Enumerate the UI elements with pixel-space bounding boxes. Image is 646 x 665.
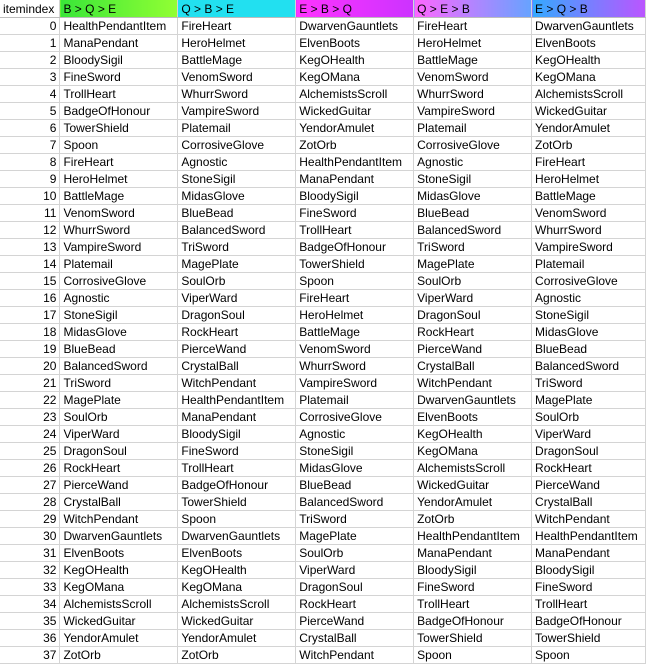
cell-itemindex[interactable]: 33 — [0, 579, 60, 596]
cell-q-b-e[interactable]: RockHeart — [178, 324, 296, 341]
cell-e-b-q[interactable]: ManaPendant — [296, 171, 414, 188]
cell-q-b-e[interactable]: DwarvenGauntlets — [178, 528, 296, 545]
cell-itemindex[interactable]: 27 — [0, 477, 60, 494]
cell-e-q-b[interactable]: HeroHelmet — [532, 171, 646, 188]
cell-e-b-q[interactable]: BalancedSword — [296, 494, 414, 511]
cell-q-e-b[interactable]: RockHeart — [414, 324, 532, 341]
cell-b-q-e[interactable]: Agnostic — [60, 290, 178, 307]
cell-q-b-e[interactable]: CorrosiveGlove — [178, 137, 296, 154]
cell-q-b-e[interactable]: FineSword — [178, 443, 296, 460]
cell-e-b-q[interactable]: AlchemistsScroll — [296, 86, 414, 103]
table-row — [0, 613, 646, 630]
cell-e-b-q[interactable]: FireHeart — [296, 290, 414, 307]
cell-e-q-b[interactable]: BalancedSword — [532, 358, 646, 375]
cell-q-b-e[interactable]: WhurrSword — [178, 86, 296, 103]
cell-q-b-e[interactable]: TrollHeart — [178, 460, 296, 477]
cell-q-b-e[interactable]: KegOHealth — [178, 562, 296, 579]
table-row — [0, 596, 646, 613]
cell-itemindex[interactable]: 22 — [0, 392, 60, 409]
cell-e-b-q[interactable]: ZotOrb — [296, 137, 414, 154]
cell-q-e-b[interactable]: AlchemistsScroll — [414, 460, 532, 477]
table-row — [0, 358, 646, 375]
cell-q-b-e[interactable]: ManaPendant — [178, 409, 296, 426]
cell-b-q-e[interactable]: ManaPendant — [60, 35, 178, 52]
cell-e-q-b[interactable]: VampireSword — [532, 239, 646, 256]
cell-q-b-e[interactable]: BalancedSword — [178, 222, 296, 239]
cell-q-e-b[interactable]: BadgeOfHonour — [414, 613, 532, 630]
cell-q-e-b[interactable]: HeroHelmet — [414, 35, 532, 52]
cell-e-q-b[interactable]: TrollHeart — [532, 596, 646, 613]
cell-b-q-e[interactable]: KegOMana — [60, 579, 178, 596]
cell-e-q-b[interactable]: YendorAmulet — [532, 120, 646, 137]
cell-e-b-q[interactable]: YendorAmulet — [296, 120, 414, 137]
cell-e-q-b[interactable]: BloodySigil — [532, 562, 646, 579]
table-row — [0, 239, 646, 256]
cell-e-q-b[interactable]: SoulOrb — [532, 409, 646, 426]
table-row — [0, 35, 646, 52]
table-row — [0, 443, 646, 460]
cell-q-b-e[interactable]: ViperWard — [178, 290, 296, 307]
cell-itemindex[interactable]: 1 — [0, 35, 60, 52]
table-row — [0, 171, 646, 188]
cell-q-e-b[interactable]: VenomSword — [414, 69, 532, 86]
cell-q-b-e[interactable]: ElvenBoots — [178, 545, 296, 562]
cell-q-e-b[interactable]: CrystalBall — [414, 358, 532, 375]
cell-b-q-e[interactable]: BloodySigil — [60, 52, 178, 69]
cell-b-q-e[interactable]: VenomSword — [60, 205, 178, 222]
cell-itemindex[interactable]: 21 — [0, 375, 60, 392]
cell-e-q-b[interactable]: VenomSword — [532, 205, 646, 222]
cell-b-q-e[interactable]: WickedGuitar — [60, 613, 178, 630]
cell-e-b-q[interactable]: TowerShield — [296, 256, 414, 273]
cell-e-b-q[interactable]: Platemail — [296, 392, 414, 409]
cell-q-b-e[interactable]: CrystalBall — [178, 358, 296, 375]
table-row — [0, 324, 646, 341]
cell-q-e-b[interactable]: WhurrSword — [414, 86, 532, 103]
header-cell-q-b-e[interactable]: Q > B > E — [178, 0, 296, 18]
cell-e-b-q[interactable]: VampireSword — [296, 375, 414, 392]
header-cell-itemindex[interactable]: itemindex — [0, 0, 60, 18]
cell-q-e-b[interactable]: Agnostic — [414, 154, 532, 171]
cell-e-q-b[interactable]: FineSword — [532, 579, 646, 596]
cell-itemindex[interactable]: 35 — [0, 613, 60, 630]
table-row — [0, 545, 646, 562]
cell-q-e-b[interactable]: YendorAmulet — [414, 494, 532, 511]
cell-b-q-e[interactable]: YendorAmulet — [60, 630, 178, 647]
cell-e-b-q[interactable]: BloodySigil — [296, 188, 414, 205]
cell-itemindex[interactable]: 16 — [0, 290, 60, 307]
cell-q-b-e[interactable]: TriSword — [178, 239, 296, 256]
cell-itemindex[interactable]: 17 — [0, 307, 60, 324]
cell-b-q-e[interactable]: HeroHelmet — [60, 171, 178, 188]
cell-itemindex[interactable]: 18 — [0, 324, 60, 341]
cell-b-q-e[interactable]: KegOHealth — [60, 562, 178, 579]
cell-b-q-e[interactable]: RockHeart — [60, 460, 178, 477]
cell-q-b-e[interactable]: AlchemistsScroll — [178, 596, 296, 613]
cell-q-e-b[interactable]: StoneSigil — [414, 171, 532, 188]
cell-itemindex[interactable]: 37 — [0, 647, 60, 664]
cell-q-b-e[interactable]: Platemail — [178, 120, 296, 137]
cell-e-q-b[interactable]: RockHeart — [532, 460, 646, 477]
cell-e-b-q[interactable]: PierceWand — [296, 613, 414, 630]
cell-e-b-q[interactable]: TrollHeart — [296, 222, 414, 239]
cell-q-e-b[interactable]: MagePlate — [414, 256, 532, 273]
table-row — [0, 69, 646, 86]
cell-e-q-b[interactable]: CrystalBall — [532, 494, 646, 511]
cell-itemindex[interactable]: 20 — [0, 358, 60, 375]
cell-q-e-b[interactable]: Platemail — [414, 120, 532, 137]
cell-q-e-b[interactable]: BalancedSword — [414, 222, 532, 239]
header-cell-e-b-q[interactable]: E > B > Q — [296, 0, 414, 18]
table-row — [0, 307, 646, 324]
table-row — [0, 137, 646, 154]
table-row — [0, 528, 646, 545]
cell-e-b-q[interactable]: Spoon — [296, 273, 414, 290]
cell-e-b-q[interactable]: MidasGlove — [296, 460, 414, 477]
cell-itemindex[interactable]: 13 — [0, 239, 60, 256]
table-row — [0, 562, 646, 579]
cell-q-b-e[interactable]: Spoon — [178, 511, 296, 528]
cell-itemindex[interactable]: 31 — [0, 545, 60, 562]
cell-e-b-q[interactable]: WitchPendant — [296, 647, 414, 664]
table-row — [0, 341, 646, 358]
cell-itemindex[interactable]: 32 — [0, 562, 60, 579]
cell-q-b-e[interactable]: MidasGlove — [178, 188, 296, 205]
cell-b-q-e[interactable]: MidasGlove — [60, 324, 178, 341]
table-row — [0, 392, 646, 409]
cell-itemindex[interactable]: 28 — [0, 494, 60, 511]
table-row — [0, 205, 646, 222]
cell-itemindex[interactable]: 6 — [0, 120, 60, 137]
cell-itemindex[interactable]: 15 — [0, 273, 60, 290]
cell-e-q-b[interactable]: AlchemistsScroll — [532, 86, 646, 103]
cell-q-b-e[interactable]: FireHeart — [178, 18, 296, 35]
header-row — [0, 0, 646, 18]
cell-q-e-b[interactable]: FireHeart — [414, 18, 532, 35]
cell-e-b-q[interactable]: FineSword — [296, 205, 414, 222]
cell-e-b-q[interactable]: KegOHealth — [296, 52, 414, 69]
cell-e-q-b[interactable]: Spoon — [532, 647, 646, 664]
cell-e-q-b[interactable]: KegOHealth — [532, 52, 646, 69]
cell-e-q-b[interactable]: DwarvenGauntlets — [532, 18, 646, 35]
cell-q-b-e[interactable]: HealthPendantItem — [178, 392, 296, 409]
cell-q-e-b[interactable]: FineSword — [414, 579, 532, 596]
cell-q-b-e[interactable]: Agnostic — [178, 154, 296, 171]
cell-q-e-b[interactable]: TrollHeart — [414, 596, 532, 613]
cell-itemindex[interactable]: 4 — [0, 86, 60, 103]
cell-itemindex[interactable]: 12 — [0, 222, 60, 239]
cell-q-e-b[interactable]: MidasGlove — [414, 188, 532, 205]
cell-q-b-e[interactable]: HeroHelmet — [178, 35, 296, 52]
cell-b-q-e[interactable]: ViperWard — [60, 426, 178, 443]
cell-itemindex[interactable]: 30 — [0, 528, 60, 545]
cell-itemindex[interactable]: 26 — [0, 460, 60, 477]
cell-e-b-q[interactable]: MagePlate — [296, 528, 414, 545]
cell-e-b-q[interactable]: HealthPendantItem — [296, 154, 414, 171]
cell-e-b-q[interactable]: BlueBead — [296, 477, 414, 494]
cell-itemindex[interactable]: 25 — [0, 443, 60, 460]
cell-q-e-b[interactable]: Spoon — [414, 647, 532, 664]
cell-q-e-b[interactable]: BloodySigil — [414, 562, 532, 579]
cell-q-e-b[interactable]: TowerShield — [414, 630, 532, 647]
cell-itemindex[interactable]: 36 — [0, 630, 60, 647]
cell-e-q-b[interactable]: HealthPendantItem — [532, 528, 646, 545]
cell-q-e-b[interactable]: WickedGuitar — [414, 477, 532, 494]
cell-e-q-b[interactable]: TriSword — [532, 375, 646, 392]
cell-q-e-b[interactable]: ViperWard — [414, 290, 532, 307]
cell-e-b-q[interactable]: CrystalBall — [296, 630, 414, 647]
cell-itemindex[interactable]: 19 — [0, 341, 60, 358]
table-row — [0, 426, 646, 443]
table-row — [0, 154, 646, 171]
cell-q-e-b[interactable]: ManaPendant — [414, 545, 532, 562]
cell-e-b-q[interactable]: WhurrSword — [296, 358, 414, 375]
cell-q-b-e[interactable]: VenomSword — [178, 69, 296, 86]
cell-e-q-b[interactable]: FireHeart — [532, 154, 646, 171]
cell-q-b-e[interactable]: KegOMana — [178, 579, 296, 596]
table-row — [0, 477, 646, 494]
header-cell-b-q-e[interactable]: B > Q > E — [60, 0, 178, 18]
cell-q-e-b[interactable]: WitchPendant — [414, 375, 532, 392]
cell-b-q-e[interactable]: WhurrSword — [60, 222, 178, 239]
cell-e-q-b[interactable]: MagePlate — [532, 392, 646, 409]
cell-b-q-e[interactable]: DragonSoul — [60, 443, 178, 460]
cell-b-q-e[interactable]: HealthPendantItem — [60, 18, 178, 35]
cell-itemindex[interactable]: 29 — [0, 511, 60, 528]
table-row — [0, 409, 646, 426]
cell-e-b-q[interactable]: TriSword — [296, 511, 414, 528]
table-row — [0, 630, 646, 647]
cell-q-e-b[interactable]: PierceWand — [414, 341, 532, 358]
cell-b-q-e[interactable]: StoneSigil — [60, 307, 178, 324]
table-row — [0, 647, 646, 664]
cell-e-b-q[interactable]: DwarvenGauntlets — [296, 18, 414, 35]
cell-e-q-b[interactable]: BlueBead — [532, 341, 646, 358]
cell-e-b-q[interactable]: ElvenBoots — [296, 35, 414, 52]
cell-q-b-e[interactable]: SoulOrb — [178, 273, 296, 290]
cell-q-e-b[interactable]: KegOHealth — [414, 426, 532, 443]
cell-e-b-q[interactable]: BadgeOfHonour — [296, 239, 414, 256]
table-row — [0, 18, 646, 35]
cell-e-b-q[interactable]: Agnostic — [296, 426, 414, 443]
cell-e-q-b[interactable]: CorrosiveGlove — [532, 273, 646, 290]
cell-e-q-b[interactable]: ElvenBoots — [532, 35, 646, 52]
cell-q-b-e[interactable]: BattleMage — [178, 52, 296, 69]
cell-q-b-e[interactable]: BlueBead — [178, 205, 296, 222]
cell-e-q-b[interactable]: BattleMage — [532, 188, 646, 205]
cell-itemindex[interactable]: 2 — [0, 52, 60, 69]
table-row — [0, 86, 646, 103]
cell-q-e-b[interactable]: CorrosiveGlove — [414, 137, 532, 154]
cell-b-q-e[interactable]: BlueBead — [60, 341, 178, 358]
cell-e-b-q[interactable]: BattleMage — [296, 324, 414, 341]
table-row — [0, 511, 646, 528]
cell-e-q-b[interactable]: WickedGuitar — [532, 103, 646, 120]
cell-e-q-b[interactable]: ViperWard — [532, 426, 646, 443]
cell-e-q-b[interactable]: PierceWand — [532, 477, 646, 494]
cell-e-q-b[interactable]: Platemail — [532, 256, 646, 273]
cell-e-q-b[interactable]: BadgeOfHonour — [532, 613, 646, 630]
cell-q-e-b[interactable]: KegOMana — [414, 443, 532, 460]
cell-b-q-e[interactable]: CorrosiveGlove — [60, 273, 178, 290]
cell-itemindex[interactable]: 14 — [0, 256, 60, 273]
table-row — [0, 579, 646, 596]
cell-q-e-b[interactable]: HealthPendantItem — [414, 528, 532, 545]
cell-e-b-q[interactable]: WickedGuitar — [296, 103, 414, 120]
cell-q-e-b[interactable]: BlueBead — [414, 205, 532, 222]
cell-e-q-b[interactable]: ZotOrb — [532, 137, 646, 154]
cell-b-q-e[interactable]: ElvenBoots — [60, 545, 178, 562]
cell-q-e-b[interactable]: SoulOrb — [414, 273, 532, 290]
cell-e-b-q[interactable]: KegOMana — [296, 69, 414, 86]
table-row — [0, 290, 646, 307]
cell-itemindex[interactable]: 5 — [0, 103, 60, 120]
cell-b-q-e[interactable]: DwarvenGauntlets — [60, 528, 178, 545]
cell-q-b-e[interactable]: TowerShield — [178, 494, 296, 511]
cell-e-b-q[interactable]: StoneSigil — [296, 443, 414, 460]
table-row — [0, 103, 646, 120]
cell-b-q-e[interactable]: TriSword — [60, 375, 178, 392]
cell-itemindex[interactable]: 3 — [0, 69, 60, 86]
cell-itemindex[interactable]: 10 — [0, 188, 60, 205]
cell-b-q-e[interactable]: TowerShield — [60, 120, 178, 137]
cell-itemindex[interactable]: 34 — [0, 596, 60, 613]
cell-q-b-e[interactable]: BadgeOfHonour — [178, 477, 296, 494]
cell-q-e-b[interactable]: DwarvenGauntlets — [414, 392, 532, 409]
cell-b-q-e[interactable]: FineSword — [60, 69, 178, 86]
table-row — [0, 273, 646, 290]
cell-e-q-b[interactable]: KegOMana — [532, 69, 646, 86]
cell-q-e-b[interactable]: DragonSoul — [414, 307, 532, 324]
cell-q-b-e[interactable]: DragonSoul — [178, 307, 296, 324]
cell-b-q-e[interactable]: TrollHeart — [60, 86, 178, 103]
cell-e-b-q[interactable]: ViperWard — [296, 562, 414, 579]
cell-itemindex[interactable]: 8 — [0, 154, 60, 171]
cell-e-b-q[interactable]: VenomSword — [296, 341, 414, 358]
cell-e-q-b[interactable]: Agnostic — [532, 290, 646, 307]
cell-itemindex[interactable]: 9 — [0, 171, 60, 188]
cell-e-q-b[interactable]: WhurrSword — [532, 222, 646, 239]
cell-itemindex[interactable]: 11 — [0, 205, 60, 222]
cell-b-q-e[interactable]: BadgeOfHonour — [60, 103, 178, 120]
cell-b-q-e[interactable]: MagePlate — [60, 392, 178, 409]
cell-e-q-b[interactable]: DragonSoul — [532, 443, 646, 460]
table-row — [0, 256, 646, 273]
cell-e-b-q[interactable]: HeroHelmet — [296, 307, 414, 324]
header-cell-e-q-b[interactable]: E > Q > B — [532, 0, 646, 18]
cell-q-e-b[interactable]: VampireSword — [414, 103, 532, 120]
cell-itemindex[interactable]: 23 — [0, 409, 60, 426]
cell-q-b-e[interactable]: MagePlate — [178, 256, 296, 273]
cell-q-b-e[interactable]: ZotOrb — [178, 647, 296, 664]
cell-e-q-b[interactable]: StoneSigil — [532, 307, 646, 324]
cell-e-q-b[interactable]: ManaPendant — [532, 545, 646, 562]
table-row — [0, 188, 646, 205]
cell-b-q-e[interactable]: SoulOrb — [60, 409, 178, 426]
cell-q-b-e[interactable]: PierceWand — [178, 341, 296, 358]
cell-itemindex[interactable]: 7 — [0, 137, 60, 154]
cell-b-q-e[interactable]: ZotOrb — [60, 647, 178, 664]
cell-b-q-e[interactable]: VampireSword — [60, 239, 178, 256]
cell-e-b-q[interactable]: CorrosiveGlove — [296, 409, 414, 426]
cell-b-q-e[interactable]: Platemail — [60, 256, 178, 273]
cell-q-b-e[interactable]: StoneSigil — [178, 171, 296, 188]
cell-b-q-e[interactable]: Spoon — [60, 137, 178, 154]
cell-q-e-b[interactable]: ZotOrb — [414, 511, 532, 528]
cell-q-b-e[interactable]: BloodySigil — [178, 426, 296, 443]
cell-q-e-b[interactable]: ElvenBoots — [414, 409, 532, 426]
cell-e-b-q[interactable]: SoulOrb — [296, 545, 414, 562]
cell-q-b-e[interactable]: VampireSword — [178, 103, 296, 120]
cell-itemindex[interactable]: 24 — [0, 426, 60, 443]
table-row — [0, 375, 646, 392]
table-row — [0, 494, 646, 511]
cell-itemindex[interactable]: 0 — [0, 18, 60, 35]
cell-b-q-e[interactable]: AlchemistsScroll — [60, 596, 178, 613]
cell-q-e-b[interactable]: BattleMage — [414, 52, 532, 69]
cell-b-q-e[interactable]: CrystalBall — [60, 494, 178, 511]
table-row — [0, 120, 646, 137]
cell-b-q-e[interactable]: PierceWand — [60, 477, 178, 494]
cell-b-q-e[interactable]: BattleMage — [60, 188, 178, 205]
cell-b-q-e[interactable]: BalancedSword — [60, 358, 178, 375]
table-row — [0, 52, 646, 69]
cell-q-b-e[interactable]: YendorAmulet — [178, 630, 296, 647]
cell-q-b-e[interactable]: WickedGuitar — [178, 613, 296, 630]
header-cell-q-e-b[interactable]: Q > E > B — [414, 0, 532, 18]
table-row — [0, 460, 646, 477]
table-row — [0, 222, 646, 239]
cell-e-q-b[interactable]: MidasGlove — [532, 324, 646, 341]
cell-e-q-b[interactable]: TowerShield — [532, 630, 646, 647]
cell-e-q-b[interactable]: WitchPendant — [532, 511, 646, 528]
cell-e-b-q[interactable]: DragonSoul — [296, 579, 414, 596]
cell-q-b-e[interactable]: WitchPendant — [178, 375, 296, 392]
cell-b-q-e[interactable]: FireHeart — [60, 154, 178, 171]
cell-b-q-e[interactable]: WitchPendant — [60, 511, 178, 528]
cell-e-b-q[interactable]: RockHeart — [296, 596, 414, 613]
cell-q-e-b[interactable]: TriSword — [414, 239, 532, 256]
